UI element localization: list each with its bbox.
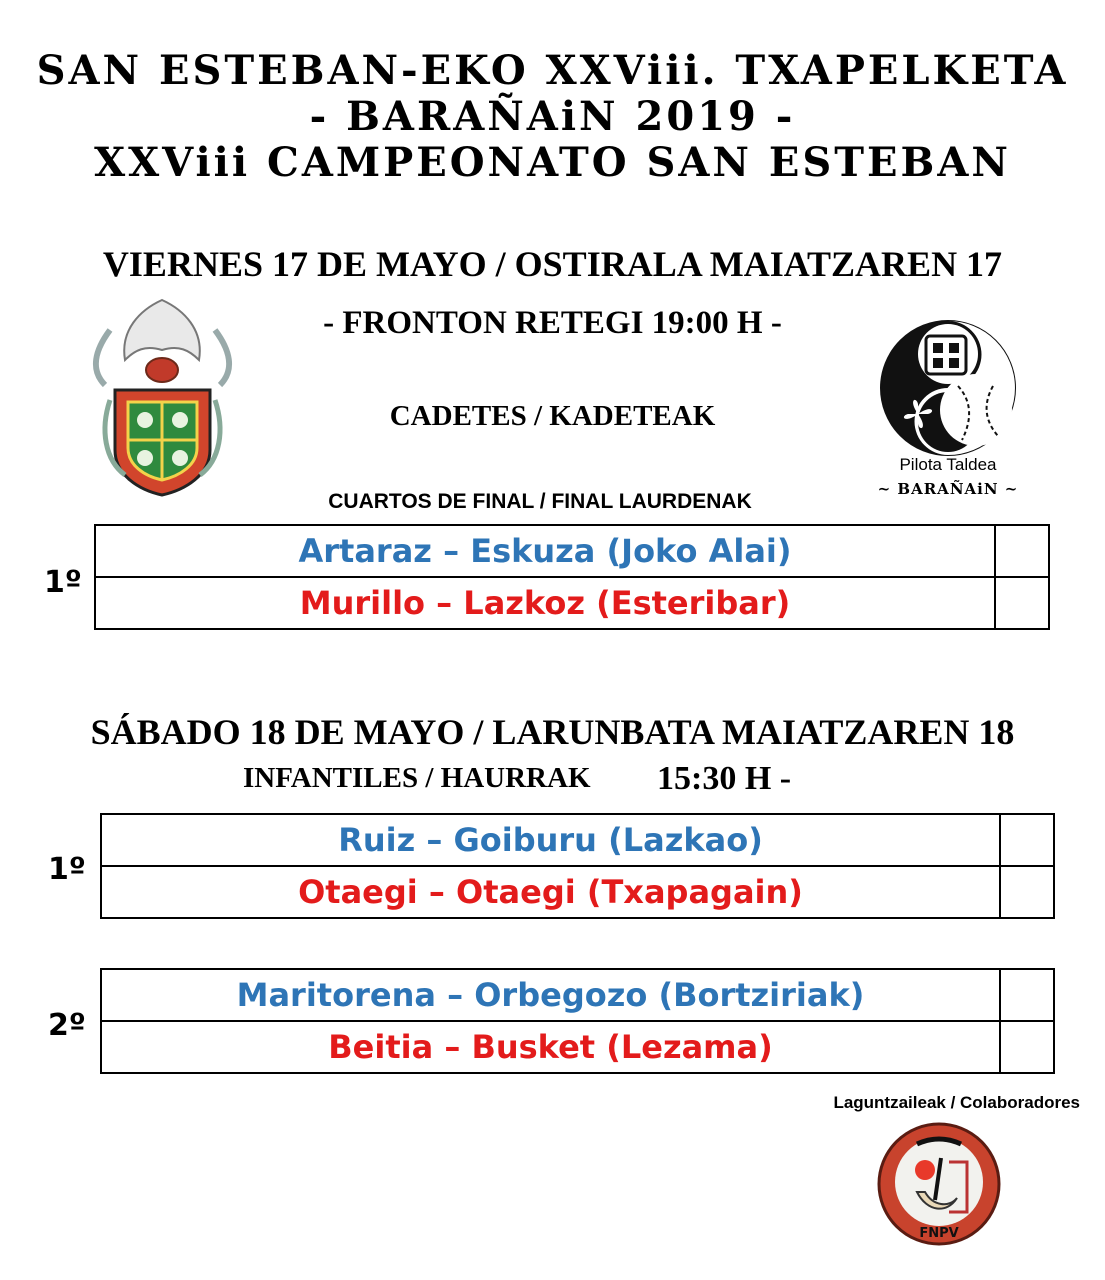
day2-time: 15:30 H -: [657, 760, 792, 797]
day1-venue: - FRONTON RETEGI 19:00 H -: [323, 305, 782, 341]
match-number: 2º: [48, 1008, 86, 1043]
match-number: 1º: [48, 852, 86, 887]
match-number: 1º: [44, 565, 82, 600]
table-row: [101, 1021, 1054, 1073]
score-cell: [1000, 1021, 1054, 1073]
day2-category: INFANTILES / HAURRAK: [243, 762, 591, 794]
day1-date: VIERNES 17 DE MAYO / OSTIRALA MAIATZAREN 17: [102, 244, 1003, 284]
score-cell: [1000, 814, 1054, 866]
day1-round: CUARTOS DE FINAL / FINAL LAURDENAK: [328, 490, 752, 513]
team1-name: Ruiz – Goiburu (Lazkao): [101, 814, 1000, 866]
team2-name: Murillo – Lazkoz (Esteribar): [95, 577, 995, 629]
match-table: [100, 813, 1055, 919]
match-table: [94, 524, 1050, 630]
club-yin-yang-logo-icon: [878, 318, 1018, 458]
coat-of-arms-icon: [80, 290, 245, 500]
club-logo-town: ~ BARAÑAiN ~: [877, 480, 1019, 498]
score-cell: [1000, 866, 1054, 918]
table-row: [95, 525, 1049, 577]
score-cell: [995, 577, 1049, 629]
score-cell: [1000, 969, 1054, 1021]
team1-name: Maritorena – Orbegozo (Bortziriak): [101, 969, 1000, 1021]
match-table: [100, 968, 1055, 1074]
sponsors-label: Laguntzaileak / Colaboradores: [833, 1093, 1080, 1112]
tournament-title: SAN ESTEBAN-EKO XXViii. TXAPELKETA: [36, 47, 1069, 94]
federation-logo-text: FNPV: [919, 1226, 959, 1241]
day1-category: CADETES / KADETEAK: [389, 400, 716, 432]
table-row: [101, 969, 1054, 1021]
table-row: [95, 577, 1049, 629]
tournament-subtitle: - BARAÑAiN 2019 -: [309, 93, 796, 140]
score-cell: [995, 525, 1049, 577]
team2-name: Otaegi – Otaegi (Txapagain): [101, 866, 1000, 918]
day2-date: SÁBADO 18 DE MAYO / LARUNBATA MAIATZAREN 18: [90, 712, 1015, 752]
federation-logo-icon: [877, 1122, 1001, 1246]
table-row: [101, 866, 1054, 918]
team1-name: Artaraz – Eskuza (Joko Alai): [95, 525, 995, 577]
club-logo-name: Pilota Taldea: [899, 455, 997, 474]
table-row: [101, 814, 1054, 866]
championship-title: XXViii CAMPEONATO SAN ESTEBAN: [94, 139, 1011, 186]
team2-name: Beitia – Busket (Lezama): [101, 1021, 1000, 1073]
